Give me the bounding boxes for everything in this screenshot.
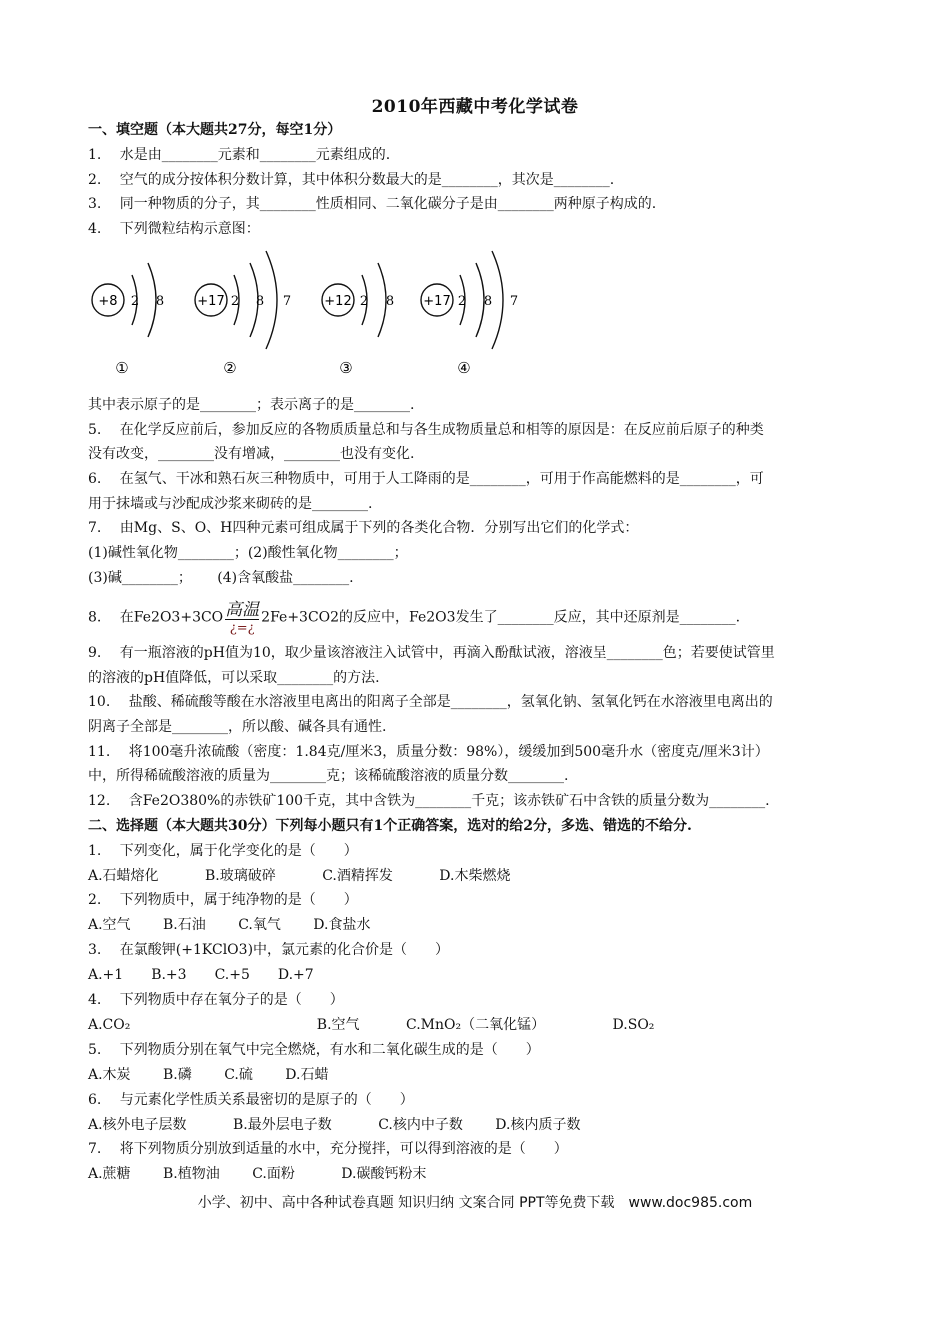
q8-prefix: 8. 在Fe2O3+3CO [88,609,224,626]
question-line: 7. 由Mg、S、O、H四种元素可组成属于下列的各类化合物．分别写出它们的化学式： [88,520,639,536]
shell-electrons: 7 [509,294,519,309]
question-line: 中，所得稀硫酸溶液的质量为________克；该稀硫酸溶液的质量分数________. [88,768,569,784]
page-footer [0,1192,950,1212]
shell-electrons: 2 [457,294,467,309]
option-line: A.CO₂ B.空气 C.MnO₂（二氧化锰） D.SO₂ [88,1017,655,1033]
nucleus-charge: +8 [98,294,118,309]
shell-electrons: 8 [155,294,165,309]
nucleus-charge: +17 [197,294,225,309]
shell-electrons: 2 [359,294,369,309]
section-heading-choice: 二、选择题（本大题共30分）下列每小题只有1个正确答案，选对的给2分，多选、错选的不给分. [88,818,692,834]
diagram-label: ① [115,359,129,377]
question-line: 4. 下列微粒结构示意图： [88,221,260,237]
question-line: 12. 含Fe2O380%的赤铁矿100千克，其中含铁为________千克；该赤铁矿石中含铁的质量分数为________. [88,793,770,809]
question-line: 阴离子全部是________，所以酸、碱各具有通性. [88,719,387,735]
page-title: 2010年西藏中考化学试卷 [371,97,579,117]
question-line: 2. 空气的成分按体积分数计算，其中体积分数最大的是________，其次是________. [88,172,615,188]
question-line: 1. 下列变化，属于化学变化的是（ ） [88,843,358,859]
question-line: 3. 同一种物质的分子，其________性质相同、二氧化碳分子是由________两种原子构成的. [88,196,657,212]
shell-electrons: 7 [282,294,292,309]
condition-top: 高温 [225,600,260,620]
question-line: 没有改变，________没有增减，________也没有变化. [88,446,415,462]
question-line: 2. 下列物质中，属于纯净物的是（ ） [88,892,358,908]
footer-site-link[interactable]: www.doc985.com [628,1195,753,1211]
question-line: (3)碱________； (4)含氧酸盐________. [88,570,354,586]
shell-electrons: 8 [483,294,493,309]
shell-electrons: 8 [385,294,395,309]
footer-text: 小学、初中、高中各种试卷真题 知识归纳 文案合同 PPT等免费下载 [197,1195,615,1211]
question-line: (1)碱性氧化物________；(2)酸性氧化物________； [88,545,408,561]
question-8-line [88,600,878,635]
option-line: A.+1 B.+3 C.+5 D.+7 [88,967,314,983]
shell-electrons: 8 [255,294,265,309]
atom-diagram-1 [92,263,164,377]
section-heading-fill-in: 一、填空题（本大题共27分，每空1分） [88,122,342,138]
diagram-label: ② [223,359,237,377]
shell-electrons: 2 [230,294,240,309]
q8-suffix: 2Fe+3CO2的反应中，Fe2O3发生了________反应，其中还原剂是________. [261,609,741,626]
question-line: 3. 在氯酸钾(+1KClO3)中，氯元素的化合价是（ ） [88,942,450,958]
shell-electrons: 2 [130,294,140,309]
atom-diagram-4 [421,251,518,377]
diagram-label: ③ [339,359,353,377]
option-line: A.核外电子层数 B.最外层电子数 C.核内中子数 D.核内质子数 [88,1117,581,1133]
option-line: A.蔗糖 B.植物油 C.面粉 D.碳酸钙粉末 [88,1166,427,1182]
question-line: 其中表示原子的是________；表示离子的是________. [88,397,415,413]
question-line: 5. 在化学反应前后，参加反应的各物质质量总和与各生成物质量总和相等的原因是：在反应前后原子的种类 [88,422,764,438]
atom-diagram-3 [322,263,394,377]
reaction-condition [225,602,259,637]
question-line: 6. 与元素化学性质关系最密切的是原子的（ ） [88,1092,414,1108]
question-line: 用于抹墙或与沙配成沙浆来砌砖的是________. [88,496,373,512]
diagram-label: ④ [457,359,471,377]
option-line: A.石蜡熔化 B.玻璃破碎 C.酒精挥发 D.木柴燃烧 [88,868,511,884]
question-line: 4. 下列物质中存在氧分子的是（ ） [88,992,344,1008]
nucleus-charge: +17 [423,294,451,309]
atom-diagram-2 [195,251,291,377]
condition-bottom: ¿=¿ [225,619,259,637]
atom-structure-diagrams [80,245,550,385]
question-line: 6. 在氢气、干冰和熟石灰三种物质中，可用于人工降雨的是________，可用于作高能燃料的是________，可 [88,471,764,487]
nucleus-charge: +12 [324,294,352,309]
question-line: 1. 水是由________元素和________元素组成的. [88,147,391,163]
question-line: 10. 盐酸、稀硫酸等酸在水溶液里电离出的阳离子全部是________，氢氧化钠、氢氧化钙在水溶液里电离出的 [88,694,773,710]
question-line: 11. 将100毫升浓硫酸（密度：1.84克/厘米3，质量分数：98%），缓缓加到500毫升水（密度克/厘米3计） [88,744,769,760]
option-line: A.空气 B.石油 C.氧气 D.食盐水 [88,917,371,933]
question-line: 9. 有一瓶溶液的pH值为10，取少量该溶液注入试管中，再滴入酚酞试液，溶液呈________色；若要使试管里 [88,645,775,661]
question-line: 7. 将下列物质分别放到适量的水中，充分搅拌，可以得到溶液的是（ ） [88,1141,568,1157]
question-line: 的溶液的pH值降低，可以采取________的方法. [88,670,380,686]
option-line: A.木炭 B.磷 C.硫 D.石蜡 [88,1067,329,1083]
question-line: 5. 下列物质分别在氧气中完全燃烧，有水和二氧化碳生成的是（ ） [88,1042,540,1058]
